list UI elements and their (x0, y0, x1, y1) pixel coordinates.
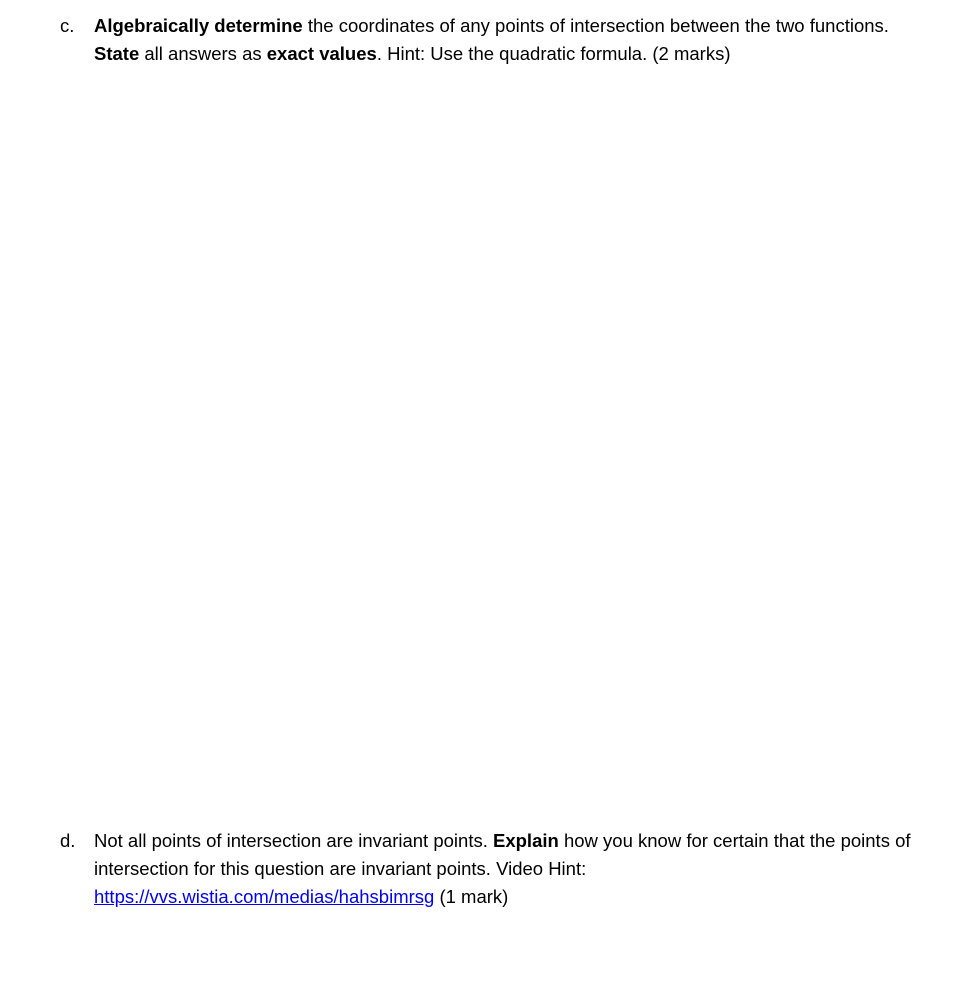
question-c-bold-exact-values: exact values (266, 43, 377, 64)
question-c-text-2: all answers as (139, 43, 267, 64)
question-d-text-1: Not all points of intersection are invariant points. (94, 830, 493, 851)
question-c-bold-algebraically: Algebraically determine (94, 15, 303, 36)
question-c-text-3: . Hint: Use the quadratic formula. (2 marks) (376, 43, 731, 64)
question-c-label: c. (60, 15, 75, 36)
question-d-bold-explain: Explain (493, 830, 559, 851)
question-c-text (94, 12, 920, 68)
question-d-text (94, 827, 920, 911)
question-d (60, 827, 920, 911)
question-d-text-2: how you know for certain that the points of intersection for this question are invariant points. Video Hint: (94, 830, 911, 879)
question-d-text-3: (1 mark) (434, 886, 509, 907)
question-c-text-1: the coordinates of any points of intersection between the two functions. (302, 15, 889, 36)
question-d-label: d. (60, 830, 76, 851)
question-c (60, 12, 920, 68)
question-c-bold-state: State (94, 43, 140, 64)
video-hint-link[interactable]: https://vvs.wistia.com/medias/hahsbimrsg (94, 886, 435, 907)
